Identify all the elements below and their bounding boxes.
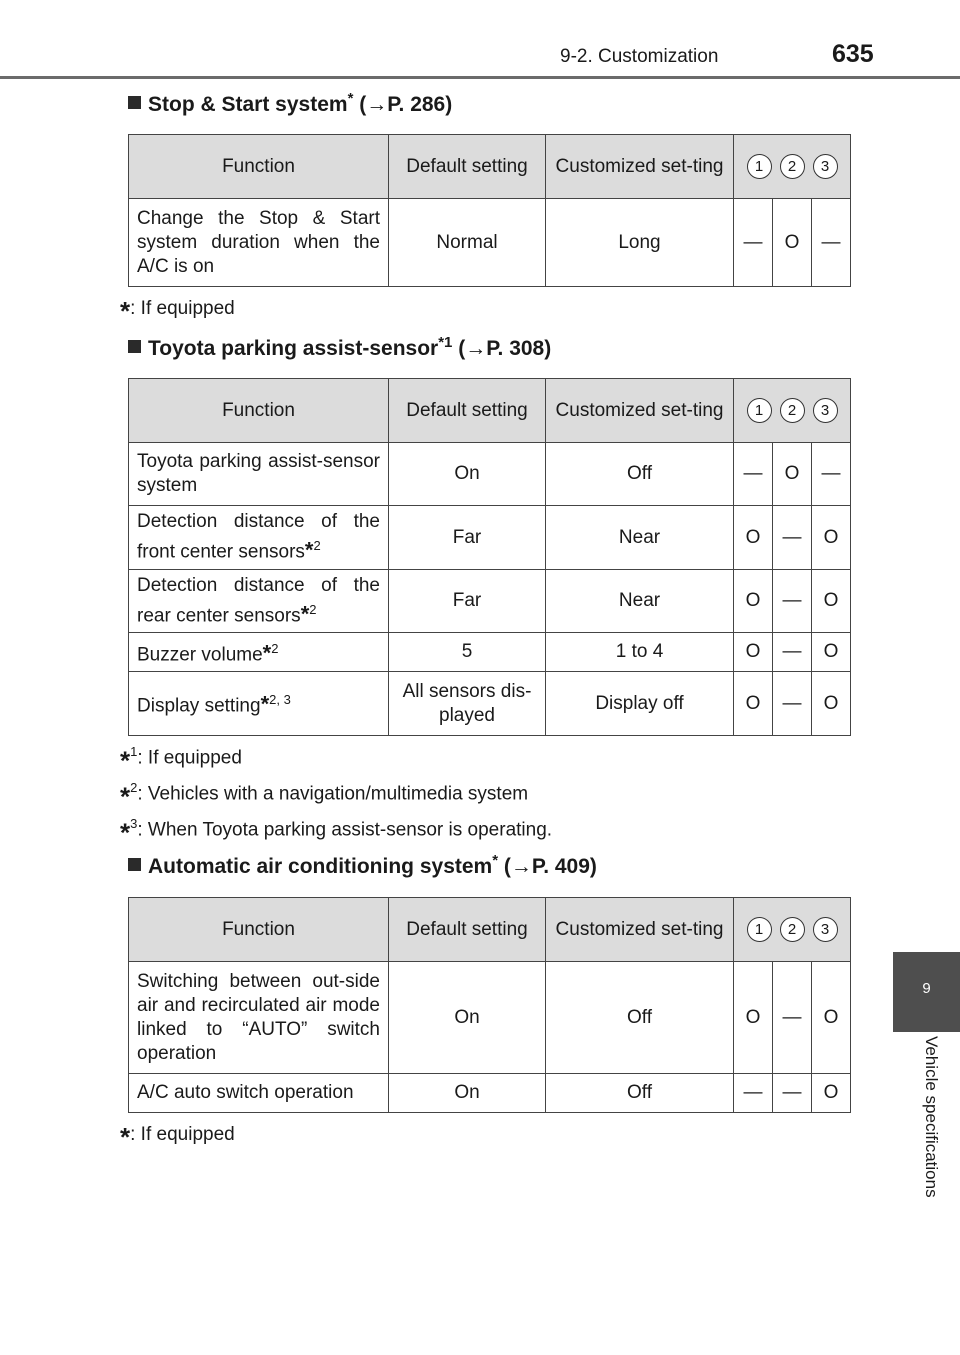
table-row bbox=[129, 199, 851, 287]
col-customized: Customized set-ting bbox=[546, 898, 734, 962]
cell-function: A/C auto switch operation bbox=[129, 1074, 389, 1113]
col-default: Default setting bbox=[389, 379, 546, 443]
cell-c1: O bbox=[734, 672, 773, 736]
col-function: Function bbox=[129, 135, 389, 199]
table-air-conditioning bbox=[128, 897, 851, 1113]
cell-default: On bbox=[389, 443, 546, 506]
cell-function: Toyota parking assist-sensor system bbox=[129, 443, 389, 506]
circle-2-icon: 2 bbox=[780, 154, 805, 179]
cell-c2: — bbox=[773, 1074, 812, 1113]
cell-default: Far bbox=[389, 570, 546, 633]
circle-3-icon: 3 bbox=[813, 917, 838, 942]
table-row bbox=[129, 1074, 851, 1113]
cell-custom: Long bbox=[546, 199, 734, 287]
cell-function: Display setting*$^{2, 3}$ bbox=[129, 672, 389, 736]
table-row bbox=[129, 633, 851, 672]
cell-c1: O bbox=[734, 570, 773, 633]
col-function: Function bbox=[129, 379, 389, 443]
circle-3-icon: 3 bbox=[813, 398, 838, 423]
cell-c2: — bbox=[773, 570, 812, 633]
footnote: *$^2$: Vehicles with a navigation/multimedia system bbox=[120, 780, 529, 812]
table-row bbox=[129, 672, 851, 736]
circle-2-icon: 2 bbox=[780, 917, 805, 942]
cell-custom: 1 to 4 bbox=[546, 633, 734, 672]
cell-c3: — bbox=[812, 199, 851, 287]
footnote: *$^1$: If equipped bbox=[120, 744, 242, 776]
circle-2-icon: 2 bbox=[780, 398, 805, 423]
col-circles bbox=[734, 898, 851, 962]
cell-c3: — bbox=[812, 443, 851, 506]
cell-custom: Off bbox=[546, 962, 734, 1074]
cell-c2: — bbox=[773, 962, 812, 1074]
table-header-row bbox=[129, 135, 851, 199]
cell-c3: O bbox=[812, 506, 851, 570]
header-divider bbox=[0, 76, 960, 79]
chapter-number: 9 bbox=[922, 980, 931, 997]
cell-c3: O bbox=[812, 1074, 851, 1113]
heading-stop-start: Stop & Start system* (→P. 286) bbox=[128, 90, 452, 117]
col-function: Function bbox=[129, 898, 389, 962]
arrow-right-icon: → bbox=[465, 337, 487, 360]
table-row bbox=[129, 443, 851, 506]
circle-3-icon: 3 bbox=[813, 154, 838, 179]
cell-c1: — bbox=[734, 199, 773, 287]
cell-default: Normal bbox=[389, 199, 546, 287]
table-row bbox=[129, 570, 851, 633]
footnote: *: If equipped bbox=[120, 296, 235, 326]
table-row bbox=[129, 962, 851, 1074]
cell-c2: — bbox=[773, 672, 812, 736]
arrow-right-icon: → bbox=[510, 855, 532, 878]
cell-c3: O bbox=[812, 633, 851, 672]
cell-function: Switching between out-side air and recirculated air mode linked to “AUTO” switch operation bbox=[129, 962, 389, 1074]
footnote: *: If equipped bbox=[120, 1122, 235, 1152]
bullet-square-icon bbox=[128, 858, 141, 871]
col-default: Default setting bbox=[389, 135, 546, 199]
cell-custom: Near bbox=[546, 570, 734, 633]
cell-c3: O bbox=[812, 962, 851, 1074]
col-default: Default setting bbox=[389, 898, 546, 962]
table-header-row bbox=[129, 379, 851, 443]
cell-custom: Off bbox=[546, 443, 734, 506]
cell-c3: O bbox=[812, 672, 851, 736]
table-stop-start bbox=[128, 134, 851, 287]
footnote: *$^3$: When Toyota parking assist-sensor is operating. bbox=[120, 816, 553, 848]
cell-function: Detection distance of the rear center sensors*$^2$ bbox=[129, 570, 389, 633]
col-customized: Customized set-ting bbox=[546, 379, 734, 443]
col-customized: Customized set-ting bbox=[546, 135, 734, 199]
chapter-tab[interactable] bbox=[893, 952, 960, 1032]
cell-default: 5 bbox=[389, 633, 546, 672]
arrow-right-icon: → bbox=[366, 93, 388, 116]
page-ref-link[interactable]: P. 286) bbox=[387, 93, 453, 116]
cell-c1: O bbox=[734, 962, 773, 1074]
cell-default: On bbox=[389, 1074, 546, 1113]
heading-parking-assist: Toyota parking assist-sensor$^{*1}$ (→P. 308) bbox=[128, 334, 551, 361]
cell-custom: Display off bbox=[546, 672, 734, 736]
cell-function: Change the Stop & Start system duration when the A/C is on bbox=[129, 199, 389, 287]
cell-c1: — bbox=[734, 443, 773, 506]
cell-c2: — bbox=[773, 506, 812, 570]
bullet-square-icon bbox=[128, 340, 141, 353]
col-circles bbox=[734, 379, 851, 443]
cell-c2: O bbox=[773, 199, 812, 287]
table-parking-assist bbox=[128, 378, 851, 736]
chapter-label: Vehicle specifications bbox=[922, 1036, 941, 1198]
circle-1-icon: 1 bbox=[747, 917, 772, 942]
page-ref-link[interactable]: P. 308) bbox=[486, 337, 552, 360]
page-number: 635 bbox=[832, 40, 874, 68]
table-row bbox=[129, 506, 851, 570]
table-header-row bbox=[129, 898, 851, 962]
cell-c2: — bbox=[773, 633, 812, 672]
heading-air-conditioning: Automatic air conditioning system* (→P. 409) bbox=[128, 852, 597, 879]
cell-default: All sensors dis-played bbox=[389, 672, 546, 736]
cell-function: Detection distance of the front center sensors*$^2$ bbox=[129, 506, 389, 570]
col-circles bbox=[734, 135, 851, 199]
cell-c1: O bbox=[734, 633, 773, 672]
cell-c2: O bbox=[773, 443, 812, 506]
cell-function: Buzzer volume*$^2$ bbox=[129, 633, 389, 672]
cell-custom: Near bbox=[546, 506, 734, 570]
cell-c1: — bbox=[734, 1074, 773, 1113]
cell-c1: O bbox=[734, 506, 773, 570]
circle-1-icon: 1 bbox=[747, 398, 772, 423]
circle-1-icon: 1 bbox=[747, 154, 772, 179]
cell-c3: O bbox=[812, 570, 851, 633]
page-ref-link[interactable]: P. 409) bbox=[531, 855, 597, 878]
bullet-square-icon bbox=[128, 96, 141, 109]
section-title: 9-2. Customization bbox=[560, 46, 719, 67]
cell-default: On bbox=[389, 962, 546, 1074]
cell-custom: Off bbox=[546, 1074, 734, 1113]
cell-default: Far bbox=[389, 506, 546, 570]
